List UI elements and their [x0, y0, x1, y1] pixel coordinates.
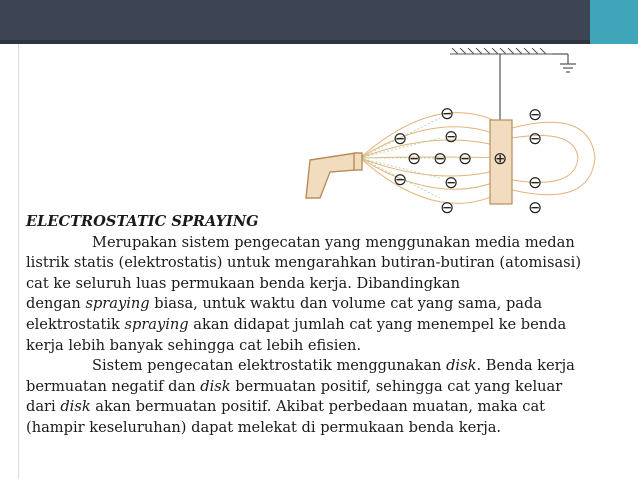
negative-charge: ⊖	[393, 129, 408, 149]
negative-charge: ⊖	[528, 198, 543, 218]
negative-charge: ⊖	[440, 198, 455, 218]
negative-charge: ⊖	[393, 170, 408, 190]
negative-charge: ⊖	[528, 105, 543, 125]
para2-line1	[26, 356, 626, 377]
spray-gun	[306, 153, 362, 198]
slide-header-bar	[0, 0, 638, 44]
negative-charge: ⊖	[440, 104, 455, 124]
positive-charge: ⊕	[493, 149, 508, 169]
text-run: biasa, untuk waktu dan volume cat yang sama, pada	[149, 295, 543, 313]
text-run: bermuatan positif, sehingga cat yang keluar	[230, 377, 563, 395]
text-run: Sistem pengecatan elektrostatik menggunakan	[92, 357, 447, 375]
para2-line3	[26, 397, 626, 418]
negative-charges	[393, 104, 542, 218]
emphasis-term: spraying	[85, 295, 150, 313]
para1-line3: cat ke seluruh luas permukaan benda kerja. Dibandingkan	[26, 274, 460, 292]
slide-text	[26, 212, 626, 439]
negative-charge: ⊖	[528, 173, 543, 193]
negative-charge: ⊖	[444, 173, 459, 193]
header-edge	[0, 40, 590, 44]
para1-line4	[26, 294, 626, 315]
para1-line2: listrik statis (elektrostatis) untuk mengarahkan butiran-butiran (atomisasi)	[26, 254, 582, 272]
text-run: dengan	[26, 295, 86, 313]
text-run: elektrostatik	[26, 315, 125, 333]
text-run: . Benda kerja	[476, 357, 575, 375]
para1-line1: Merupakan sistem pengecatan yang menggunakan media medan	[92, 233, 575, 251]
negative-charge: ⊖	[528, 129, 543, 149]
ceiling-hatch	[450, 48, 552, 54]
para2-line2	[26, 377, 626, 398]
text-run: dari	[26, 398, 61, 416]
para1-line5	[26, 315, 626, 336]
negative-charge: ⊖	[458, 149, 473, 169]
emphasis-term: disk	[200, 377, 231, 395]
ground-symbol	[552, 54, 576, 72]
emphasis-term: spraying	[124, 315, 189, 333]
negative-charge: ⊖	[433, 149, 448, 169]
para1-line6: kerja lebih banyak sehingga cat lebih efisien.	[26, 336, 362, 354]
emphasis-term: disk	[60, 398, 91, 416]
text-run: akan bermuatan positif. Akibat perbedaan muatan, maka cat	[90, 398, 546, 416]
negative-charge: ⊖	[444, 127, 459, 147]
header-accent-block	[590, 0, 638, 44]
text-run: bermuatan negatif dan	[26, 377, 201, 395]
para2-line4: (hampir keseluruhan) dapat melekat di permukaan benda kerja.	[26, 418, 502, 436]
slide-left-rule	[18, 44, 19, 479]
emphasis-term: disk	[446, 357, 477, 375]
electrostatic-spray-diagram	[290, 48, 620, 223]
text-run: akan didapat jumlah cat yang menempel ke benda	[188, 315, 567, 333]
negative-charge: ⊖	[407, 149, 422, 169]
section-heading: ELECTROSTATIC SPRAYING	[26, 213, 259, 230]
